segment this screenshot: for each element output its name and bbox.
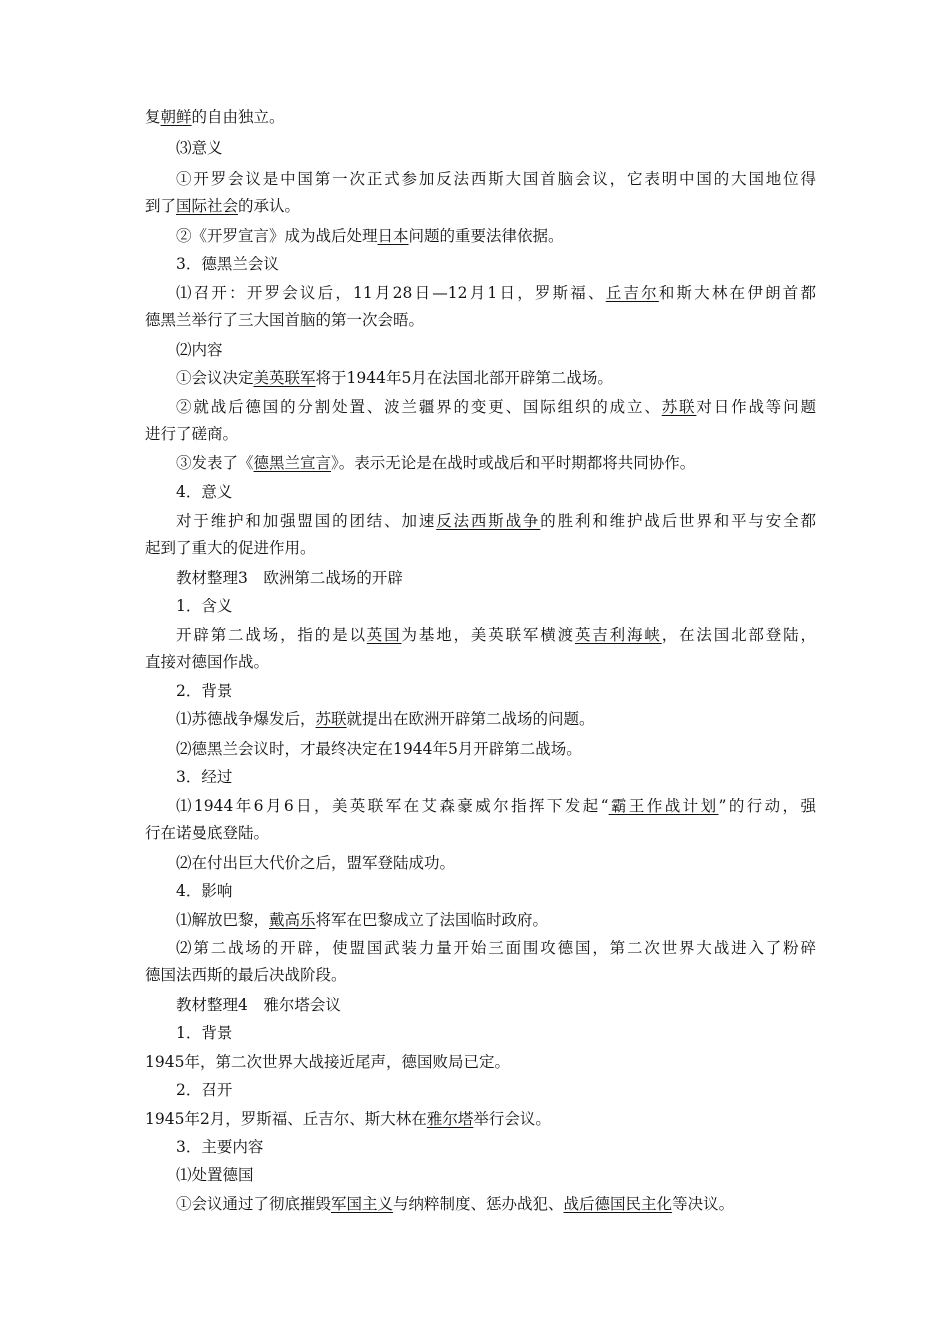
text-segment: 举行会议。 [473, 1110, 551, 1128]
text-line [176, 937, 816, 959]
text-segment: ⑵内容 [176, 341, 223, 359]
text-line [145, 423, 815, 445]
text-segment: ⑵第二战场的开辟，使盟国武装力量开始三面围攻德国，第二次世界大战进入了粉碎 [176, 939, 816, 957]
text-segment: ②《开罗宣言》成为战后处理 [176, 227, 378, 245]
underlined-term: 美英联军 [253, 369, 316, 387]
text-segment: ⑴苏德战争爆发后， [176, 710, 316, 728]
text-segment: 1945年，第二次世界大战接近尾声，德国败局已定。 [145, 1053, 510, 1071]
text-line [176, 738, 816, 760]
text-line [176, 708, 816, 730]
text-segment: ⑴解放巴黎， [176, 911, 270, 929]
underlined-term: 英吉利海峡 [574, 626, 662, 644]
text-segment: 为基地，美英联军横渡 [401, 626, 575, 644]
underlined-term: 戴高乐 [269, 911, 316, 929]
text-line [145, 651, 815, 673]
text-line [176, 994, 816, 1016]
text-line [145, 309, 815, 331]
text-segment: 教材整理4 雅尔塔会议 [176, 996, 341, 1014]
text-segment: 1．含义 [176, 597, 233, 615]
text-segment: 1945年2月，罗斯福、丘吉尔、斯大林在 [145, 1110, 427, 1128]
text-line [176, 1164, 816, 1186]
text-line [176, 510, 816, 532]
text-segment: 》。表示无论是在战时或战后和平时期都将共同协作。 [331, 454, 696, 472]
text-line [176, 1079, 816, 1101]
text-segment: 复 [145, 108, 161, 126]
text-line [145, 1108, 815, 1130]
text-segment: ⑴召开：开罗会议后，11月28日—12月1日，罗斯福、 [176, 284, 606, 302]
text-segment: 3．德黑兰会议 [176, 255, 279, 273]
text-segment: ⑵在付出巨大代价之后，盟军登陆成功。 [176, 854, 456, 872]
underlined-term: 英国 [366, 626, 402, 644]
underlined-term: 战后德国民主化 [563, 1195, 673, 1213]
text-segment: 等决议。 [672, 1195, 735, 1213]
text-line [145, 822, 815, 844]
underlined-term: 雅尔塔 [426, 1110, 474, 1128]
text-line [176, 567, 816, 589]
text-segment: ，在法国北部登陆， [661, 626, 816, 644]
text-line [176, 225, 816, 247]
text-segment: 德国法西斯的最后决战阶段。 [145, 966, 347, 984]
underlined-term: 德黑兰宣言 [253, 454, 332, 472]
text-segment: ①开罗会议是中国第一次正式参加反法西斯大国首脑会议，它表明中国的大国地位得 [176, 170, 816, 188]
text-segment: 的胜利和维护战后世界和平与安全都 [540, 512, 816, 530]
underlined-term: 丘吉尔 [605, 284, 659, 302]
underlined-term: 霸王作战计划 [608, 797, 719, 815]
text-line [176, 396, 816, 418]
text-segment: ⑶意义 [176, 139, 223, 157]
text-segment: 的承认。 [238, 197, 301, 215]
text-segment: ②就战后德国的分割处置、波兰疆界的变更、国际组织的成立、 [176, 398, 662, 416]
text-segment: 进行了磋商。 [145, 425, 239, 443]
text-segment: 起到了重大的促进作用。 [145, 539, 316, 557]
text-line [145, 964, 815, 986]
text-segment: ⑴1944年6月6日，美英联军在艾森豪威尔指挥下发起“ [176, 797, 609, 815]
underlined-term: 国际社会 [176, 197, 239, 215]
text-segment: 和斯大林在伊朗首都 [658, 284, 816, 302]
underlined-term: 苏联 [661, 398, 697, 416]
text-segment: ⑵德黑兰会议时，才最终决定在1944年5月开辟第二战场。 [176, 740, 582, 758]
underlined-term: 日本 [377, 227, 409, 245]
text-segment: 3．主要内容 [176, 1138, 264, 1156]
text-line [176, 795, 816, 817]
text-line [176, 137, 816, 159]
underlined-term: 苏联 [315, 710, 347, 728]
underlined-term: 军国主义 [331, 1195, 394, 1213]
text-segment: 与纳粹制度、惩办战犯、 [393, 1195, 564, 1213]
text-segment: 开辟第二战场，指的是以 [176, 626, 367, 644]
text-segment: 行在诺曼底登陆。 [145, 824, 270, 842]
text-segment: 德黑兰举行了三大国首脑的第一次会晤。 [145, 311, 425, 329]
text-line [176, 909, 816, 931]
text-line [176, 168, 816, 190]
text-line [176, 680, 816, 702]
text-line [176, 1136, 816, 1158]
text-line [176, 766, 816, 788]
text-segment: ①会议决定 [176, 369, 254, 387]
text-segment: 2．召开 [176, 1081, 233, 1099]
text-line [145, 106, 815, 128]
text-segment: ”的行动，强 [718, 797, 816, 815]
text-segment: 对于维护和加强盟国的团结、加速 [176, 512, 437, 530]
text-segment: ③发表了《 [176, 454, 254, 472]
text-line [176, 852, 816, 874]
text-line [176, 282, 816, 304]
text-line [176, 595, 816, 617]
text-segment: 就提出在欧洲开辟第二战场的问题。 [346, 710, 595, 728]
text-segment: 直接对德国作战。 [145, 653, 270, 671]
text-segment: 到了 [145, 197, 177, 215]
text-segment: 将军在巴黎成立了法国临时政府。 [315, 911, 549, 929]
text-line [176, 452, 816, 474]
text-segment: 将于1944年5月在法国北部开辟第二战场。 [315, 369, 613, 387]
text-line [145, 537, 815, 559]
text-line [176, 1022, 816, 1044]
text-line [176, 367, 816, 389]
text-segment: 教材整理3 欧洲第二战场的开辟 [176, 569, 403, 587]
text-line [176, 253, 816, 275]
text-segment: 的自由独立。 [191, 108, 285, 126]
text-line [176, 624, 816, 646]
text-line [145, 1051, 815, 1073]
text-segment: ①会议通过了彻底摧毁 [176, 1195, 332, 1213]
text-segment: 4．影响 [176, 882, 233, 900]
text-line [176, 339, 816, 361]
text-line [176, 880, 816, 902]
text-segment: 对日作战等问题 [696, 398, 816, 416]
text-line [176, 481, 816, 503]
text-segment: ⑴处置德国 [176, 1166, 254, 1184]
underlined-term: 反法西斯战争 [436, 512, 541, 530]
text-segment: 1．背景 [176, 1024, 233, 1042]
text-line [176, 1193, 816, 1215]
underlined-term: 朝鲜 [160, 108, 192, 126]
text-segment: 4．意义 [176, 483, 233, 501]
text-line [145, 195, 815, 217]
text-segment: 问题的重要法律依据。 [408, 227, 564, 245]
text-segment: 2．背景 [176, 682, 233, 700]
text-segment: 3．经过 [176, 768, 233, 786]
